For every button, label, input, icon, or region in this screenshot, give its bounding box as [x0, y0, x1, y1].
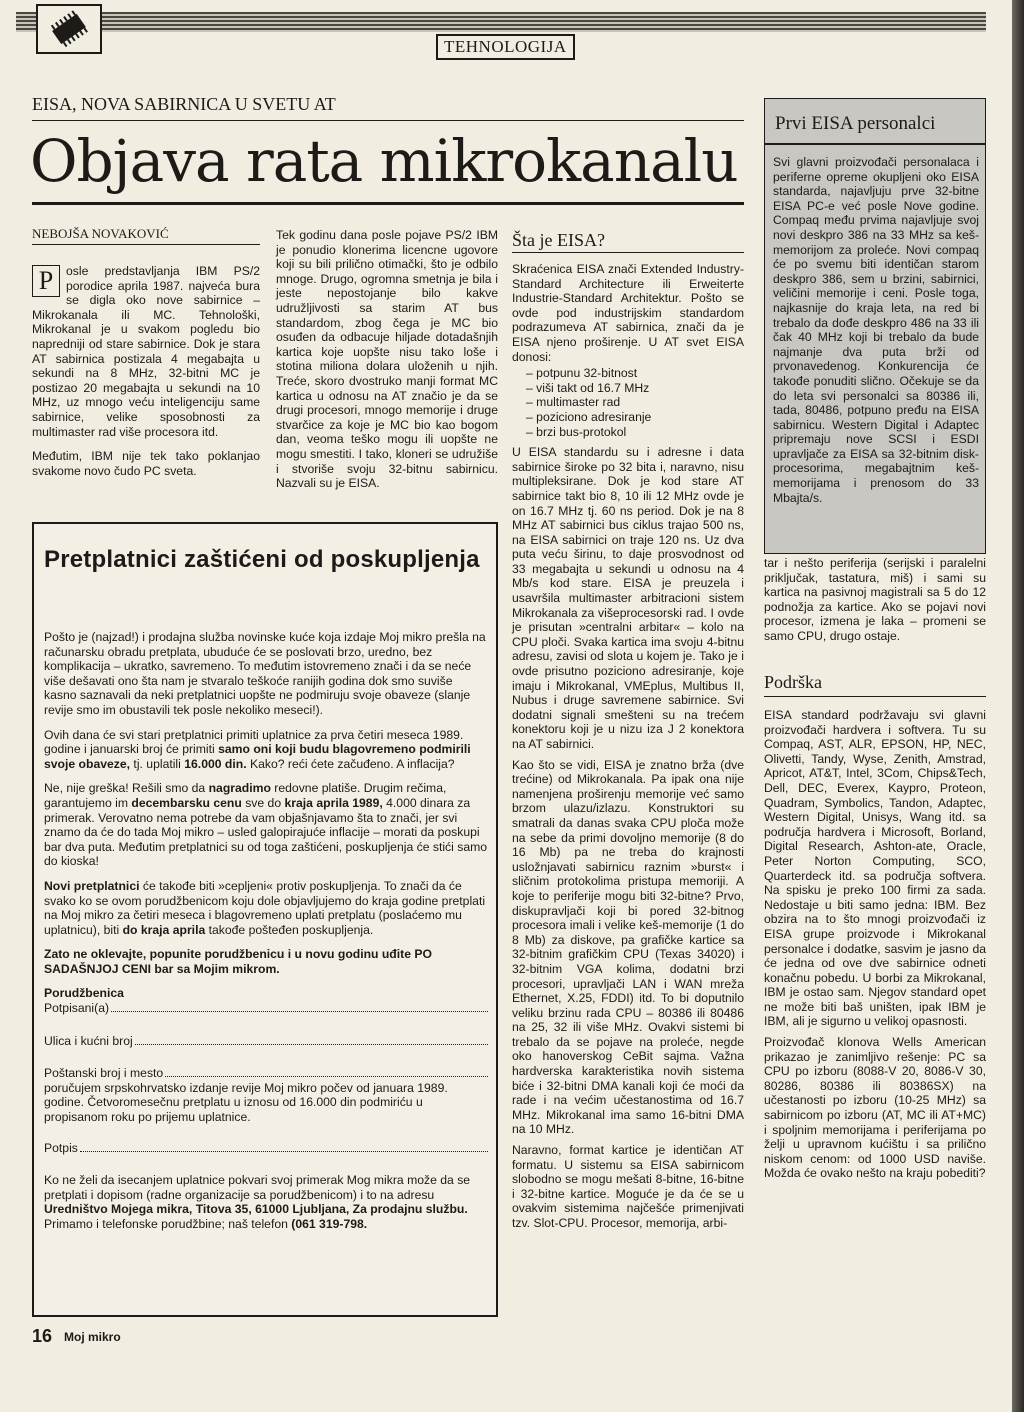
chip-icon: [46, 10, 92, 48]
paragraph: Tek godinu dana posle pojave PS/2 IBM je ponudio klonerima licencne ugovore koji su bili prilično otimački, što je odbilo mnoge. Drugo, ogromna smetnja je bila i jeste nepostojanje bilo kakve udružljivosti sa starim AT bus standardom, zbog čega je MC bio osuđen da odbacuje hiljade dotadašnjih kartica koje uopšte nisu tako loše i stotina miliona dolara uloženih u njih. Treće, skoro dvostruko manji format MC kartica u odnosu na AT značio je da se drugi procesori, mnogo memorije i druge stvarčice za koje je MC bio kao bogom dan, veoma teško mogu ili uopšte ne mogu smestiti. I tako, kloneri se udružiše i stvoriše svoju 32-bitnu sabirnicu. Nazvali su je EISA.: [276, 228, 498, 491]
paragraph: Novi pretplatnici će takođe biti »cepljeni« protiv poskupljenja. To znači da će svako ko se ovom porudžbenicom koju dole objavljujemo do kraja godine pretplati na Moj mikro za četiri meseca i blagovremeno uplati pretplatu (poslaćemo mu uplatnicu), biti do kraja aprila takođe pošteđen poskupljenja.: [44, 878, 486, 937]
author-byline: NEBOJŠA NOVAKOVIĆ: [32, 226, 169, 241]
paragraph: Ne, nije greška! Rešili smo da nagradimo redovne platiše. Drugim rečima, garantujemo im decembarsku cenu sve do kraja aprila 1989, 4.000 dinara za primerak. Verovatno nema potrebe da vam objašnjavamo šta to znači, jer svi znamo da će do tada Moj mikro – usled galopirajuće inflacije – morati da poskupi bar dva puta. Međutim pretplatnici su od toga zaštićeni, poskupljenja će stići samo do kioska!: [44, 781, 488, 869]
list-item: – multimaster rad: [526, 395, 621, 410]
subscription-text: [44, 630, 488, 1242]
divider: [32, 120, 744, 121]
name-field[interactable]: Potpisani(a): [44, 1001, 488, 1016]
paragraph: Proizvođač klonova Wells American prikazao je zanimljivo rešenje: PC sa CPU po izboru (8088-V 20, 8086-V 30, 80286, 80386 ili 80386SX) na učestanosti po izboru (10-25 MHz) sa sabirnicom po izboru (AT, MC ili AT+MC) i spoljnim memorijama i periferijama po želji u upravnom kućištu i sa prilično niskom cenom: od 1000 USD naviše. Možda će ovako nešto na kraju pobediti?: [764, 1035, 986, 1181]
subscription-box: [32, 522, 498, 1317]
page-number: 16: [32, 1326, 53, 1346]
order-form-title: Porudžbenica: [44, 986, 124, 1001]
feature-list: [526, 366, 744, 439]
paragraph: Kao što se vidi, EISA je znatno brža (dve trećine) od Mikrokanala. Pa ipak ona nije namenjena proširenju memorije već samo brzom ulazu/izlazu. Konstruktori su smatrali da danas svaka CPU ploča može na sebe da primi dovoljno memorije (8 do 16 Mb) pa ne treba do krajnosti usložnjavati sabirnicu raznim »burst« i sličnim protokolima pristupa memoriji. A koje to periferije mogu biti 32-bitne? Prvo, diskupravljači koji bi pored 32-bitnog procesora imali i velike keš-memorije (1 do 8 Mb) za diskove, pa grafičke kartice sa 32-bitnim grafičkim CPU (Texas 34020) i 32-bitnim VGA kolima, dodatni brzi procesori, upravljači LAN i WAN mreža Ethernet, X.25, FDDI) itd. To bi doputnilo veliku brzinu rada CPU – 80386 ili 80486 na 25, 32 ili više MHz. Ovakvi sistemi bi trebalo da se pojave na proleće, negde oko hanoverskog CeBit sajma. Važna hardverska karakteristika novih sistema biće i 32-bitni DMA kanali koji će moći da rade i na većim učestanostima od 16.7 MHz. Mikrokanal ima samo 16-bitni DMA na 10 MHz.: [512, 757, 744, 1137]
sidebar-title: Prvi EISA personalci: [775, 113, 936, 134]
paragraph: Ko ne želi da isecanjem uplatnice pokvari svoj primerak Mog mikra može da se pretplati i dopisom (radne organizacije sa porudžbenicom) i to na adresu Uredništvo Mojega mikra, Titova 35, 61000 Ljubljana, Za prodajnu službu. Primamo i telefonske porudžbine; naš telefon (061 319-798.: [44, 1173, 471, 1231]
divider: [32, 244, 260, 245]
paragraph: osle predstavljanja IBM PS/2 porodice aprila 1987. najveća bura se digla oko nove sabirnice – Mikrokanala ili MC. Tehnološki, Mikrokanal je u svakom pogledu bio napredniji od stare sabirnice. Dok je stara AT sabirnica postizala 4 megabajta u sekundi na 8 MHz, 32-bitni MC je postizao 20 megabajta u sekundi na 10 MHz, uz mnogo veću inteligenciju same sabirnice, velike sposobnosti za multimaster rad više procesora itd.: [32, 264, 260, 439]
sidebar-text: Svi glavni proizvođači personalaca i periferne opreme okupljeni oko EISA standarda, najavljuju prve 32-bitne EISA PC-e već posle Nove godine. Compaq među prvima najavljuje svoj novi deskpro 386 na 33 MHz sa keš-memorijom za proleće. Novi compaq će po svemu biti identičan starom deskpro 386, sem u brzini, sabirnici, veličini memorije i ceni. Posle toga, najkasnije do kraja leta, na red bi trebalo da dođe deskpro 486 na 33 ili čak 40 MHz koji bi trebalo da bude najmanje dva puta brži od prvonavedenog. Konkurencija će takođe ponuditi slično. Očekuje se da do leta svi personalci sa 80386 ili, tada, 80486, potpuno pređu na EISA sabirnicu. Western Digital i Adaptec pripremaju nove SCSI i ESDI upravljače za EISA sa 32-bitnim disk-procesorima, megabajtnim keš-memorijama i prenosom do 33 Mbajta/s.: [773, 155, 979, 505]
order-text: poručujem srpskohrvatsko izdanje revije Moj mikro počev od januara 1989. godine. Četvoromesečnu pretplatu u iznosu od 16.000 din podmiriću u propisanom roku po prijemu uplatnice.: [44, 1080, 448, 1125]
article-headline: Objava rata mikrokanalu: [30, 127, 738, 195]
paragraph: U EISA standardu su i adresne i data sabirnice široke po 32 bita i, naravno, nisu multipleksirane. Dok je kod stare AT sabirnice takt bio 8, 10 ili 12 MHz ovde je on 16.7 MHz tj. 60 ns period. Dok je na 8 MHz AT sabirnici bus ciklus trajao 500 ns, na EISA sabirnici on traje 120 ns. Uz dva puta veću širinu, to daje prosvodnost od 33 megabajta u sekundi u odnosu na 4 Mb/s kod stare. EISA je preuzela i usavršila multimaster arbitracioni sistem Mikrokanala za višeprocesorski rad. I ovde je prisutan »centralni arbitar« – kolo na CPU ploči. Svaka kartica ima svoju 4-bitnu adresu, zavisi od slota u kojem je. Tako je i ovde prisutno poziciono adresiranje, koje imaju i Mikrokanal, VMEplus, Multibus II, Nubus i druge savremene sabirnice. Svi dodatni signali smešteni su na trećem konektoru koji je u nizu iza J 2 konektora na AT sabirnici.: [512, 445, 744, 751]
column-3: [512, 262, 744, 1237]
call-to-action: Zato ne oklevajte, popunite porudžbenicu i u novu godinu uđite PO SADAŠNJOJ CENI bar sa Mojim mikrom.: [44, 947, 432, 976]
postal-field[interactable]: Poštanski broj i mesto: [44, 1066, 488, 1081]
column-4: [764, 556, 986, 650]
paragraph: Pošto je (najzad!) i prodajna služba novinske kuće koja izdaje Moj mikro prešla na računarsku obradu pretplata, ubuduće će se poslovati brzo, uredno, bez komplikacija – ukratko, savremeno. To međutim istovremeno znači i da se neće više dešavati ono šta nam je stvaralo teškoće ranijih godina dok smo suviše kasno saznavali da neki pretplatnici uopšte ne podmiruju svoje obaveze (slanje revije smo im obustavili tek posle nekoliko meseci!).: [44, 630, 486, 717]
subscription-title: Pretplatnici zaštićeni od poskupljenja: [44, 546, 480, 573]
list-item: – poziciono adresiranje: [526, 409, 652, 424]
header-band: [16, 12, 986, 32]
paragraph: tar i nešto periferija (serijski i paralelni priključak, tastatura, miš) i sami su kartica na pasivnoj magistrali sa 5 do 12 podnožja za kartice. Ako se pojavi novi procesor, izmena je laka – promeni se samo CPU, drugo ostaje.: [764, 556, 986, 643]
street-field[interactable]: Ulica i kućni broj: [44, 1034, 488, 1049]
sidebar-box: [764, 98, 986, 554]
signature-field[interactable]: Potpis: [44, 1141, 488, 1156]
paragraph: EISA standard podržavaju svi glavni proizvođači hardvera i softvera. Tu su Compaq, AST, ALR, EPSON, HP, NEC, Olivetti, Tandy, Wyse, Zenith, Amstrad, Apricot, AT&T, Intel, 3Com, Chips&Tech, Dell, DEC, Everex, Kaypro, Proteon, Quadram, Symbolics, Tandon, Adaptec, Western Digital, Unisys, Wang itd. sa područja hardvera i Microsoft, Borland, Digital Research, Ashton-ate, Oracle, Peter Norton Computing, SCO, Quarterdeck itd. sa područja softvera. Na spisku je preko 100 firmi za sada. Nedostaje u biti samo jedna: IBM. Bez obzira na to što mnogi proizvođači iz EISA grupe proizvode i Mikrokanal personalce i dodatke, sasvim je jasno da će jedna od ove dve sabirnice odneti konačnu pobedu. U borbi za Mikrokanal, IBM je ostao sam. Njegov standard opet ne može biti baš uništen, ipak IBM je IBM, ali je sigurno u velikoj opasnosti.: [764, 708, 986, 1029]
list-item: – viši takt od 16.7 MHz: [526, 380, 650, 395]
column-2: [276, 228, 498, 497]
subhead-podrska: Podrška: [764, 672, 822, 692]
subhead-sta-je-eisa: Šta je EISA?: [512, 230, 605, 250]
column-4-continued: [764, 708, 986, 1187]
paragraph: Ovih dana će svi stari pretplatnici primiti uplatnice za prva četiri meseca 1989. godine i januarski broj će primiti samo oni koji budu blagovremeno podmirili svoje obaveze, tj. uplatili 16.000 din. Kako? reći ćete začuđeno. A inflacija?: [44, 727, 471, 771]
page-edge: [1012, 0, 1024, 1412]
divider: [764, 696, 986, 697]
article-kicker: EISA, NOVA SABIRNICA U SVETU AT: [32, 94, 336, 114]
list-item: – brzi bus-protokol: [526, 424, 627, 439]
paragraph: Međutim, IBM nije tek tako poklanjao svakome novo čudo PC sveta.: [32, 449, 260, 478]
divider: [32, 202, 744, 205]
paragraph: Naravno, format kartice je identičan AT formatu. U sistemu sa EISA sabirnicom slobodno se mogu mešati 8-bitne, 16-bitne i 32-bitne kartice. Moguće je da će se u ovakvim sistemima najčešće primenjivati tzv. Slot-CPU. Procesor, memorija, arbi-: [512, 1143, 744, 1230]
divider: [765, 143, 985, 145]
paragraph: Skraćenica EISA znači Extended Industry-Standard Architecture ili Erweiterte Industrie-Standard Architektur. Pošto se ovde pod industrijskim standardom podrazumeva AT sabirnica, znači da je EISA njeno proširenje. U AT svet EISA donosi:: [512, 262, 744, 364]
section-tag: TEHNOLOGIJA: [436, 34, 575, 60]
section-logo: [36, 4, 102, 54]
list-item: – potpunu 32-bitnost: [526, 366, 638, 381]
drop-cap: P: [32, 265, 60, 297]
magazine-name: Moj mikro: [64, 1330, 121, 1344]
column-1: [32, 264, 260, 484]
divider: [512, 252, 744, 253]
